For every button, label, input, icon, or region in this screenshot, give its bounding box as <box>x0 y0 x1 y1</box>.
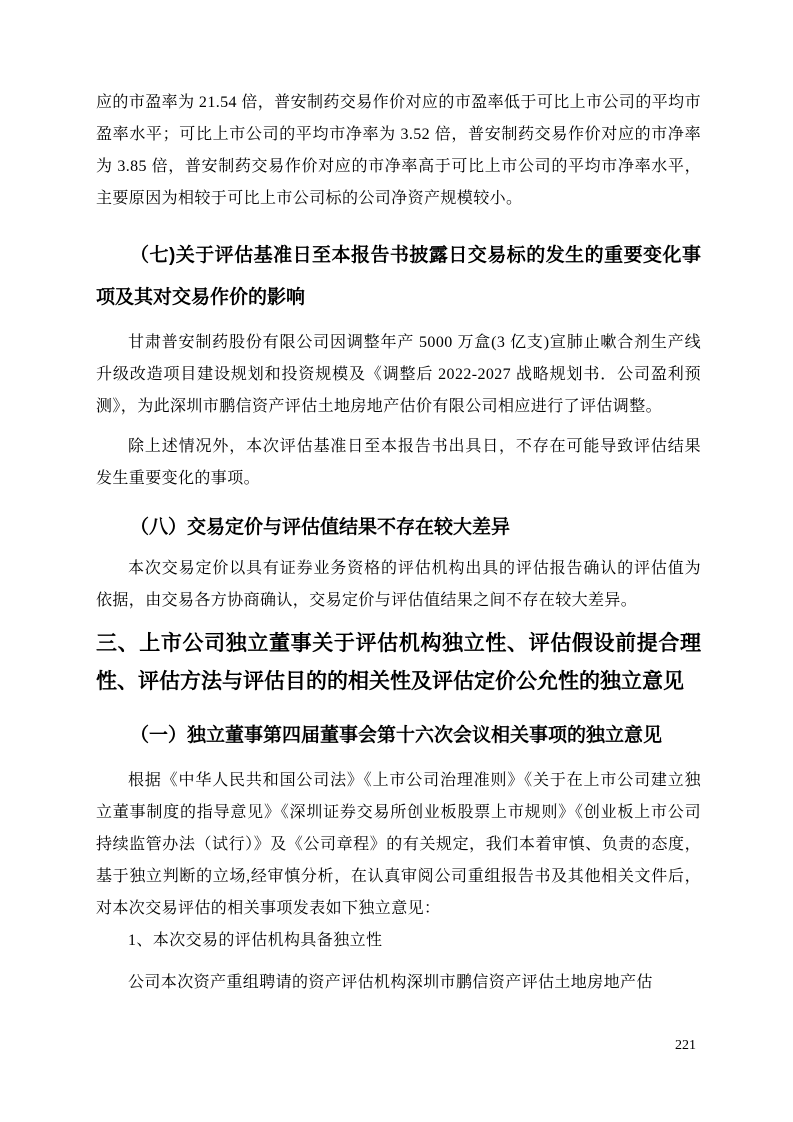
paragraph-no-material-changes: 除上述情况外，本次评估基准日至本报告书出具日，不存在可能导致评估结果发生重要变化的事项。 <box>96 438 701 487</box>
paragraph-valuation-ratios: 应的市盈率为 21.54 倍，普安制药交易作价对应的市盈率低于可比上市公司的平均市盈率水平；可比上市公司的平均市净率为 3.52 倍，普安制药交易作价对应的市净率为 3.85 倍，普安制药交易作价对应的市净率高于可比上市公司的平均市净率水平，主要原因为相较于可比上市公司标的公司净资产规模较小。 <box>96 94 701 207</box>
paragraph-independent-opinion-basis: 根据《中华人民共和国公司法》《上市公司治理准则》《关于在上市公司建立独立董事制度的指导意见》《深圳证券交易所创业板股票上市规则》《创业板上市公司持续监管办法（试行）》及《公司章程》的有关规定，我们本着审慎、负责的态度，基于独立判断的立场,经审慎分析，在认真审阅公司重组报告书及其他相关文件后，对本次交易评估的相关事项发表如下独立意见： <box>96 772 701 917</box>
paragraph-appraiser-engagement: 公司本次资产重组聘请的资产评估机构深圳市鹏信资产评估土地房地产估 <box>128 974 653 991</box>
page-number: 221 <box>675 1038 696 1053</box>
section-heading-3-1-board-meeting-opinion: （一）独立董事第四届董事会第十六次会议相关事项的独立意见 <box>130 725 663 746</box>
paragraph-appraisal-adjustment: 甘肃普安制药股份有限公司因调整年产 5000 万盒(3 亿支)宣肺止嗽合剂生产线升级改造项目建设规划和投资规模及《调整后 2022-2027 战略规划书．公司盈利预测》，为此深圳市鹏信资产评估土地房地产估价有限公司相应进行了评估调整。 <box>96 334 701 415</box>
section-heading-7-material-changes: （七)关于评估基准日至本报告书披露日交易标的发生的重要变化事项及其对交易作价的影响 <box>96 245 701 308</box>
paragraph-pricing-basis: 本次交易定价以具有证券业务资格的评估机构出具的评估报告确认的评估值为依据，由交易各方协商确认，交易定价与评估值结果之间不存在较大差异。 <box>96 560 701 609</box>
section-heading-8-pricing-vs-valuation: （八）交易定价与评估值结果不存在较大差异 <box>130 517 511 538</box>
page-content <box>96 87 701 999</box>
chapter-heading-3-independent-directors-opinion: 三、上市公司独立董事关于评估机构独立性、评估假设前提合理性、评估方法与评估目的的相关性及评估定价公允性的独立意见 <box>96 632 701 693</box>
list-item-1-appraiser-independence: 1、本次交易的评估机构具备独立性 <box>128 932 383 949</box>
